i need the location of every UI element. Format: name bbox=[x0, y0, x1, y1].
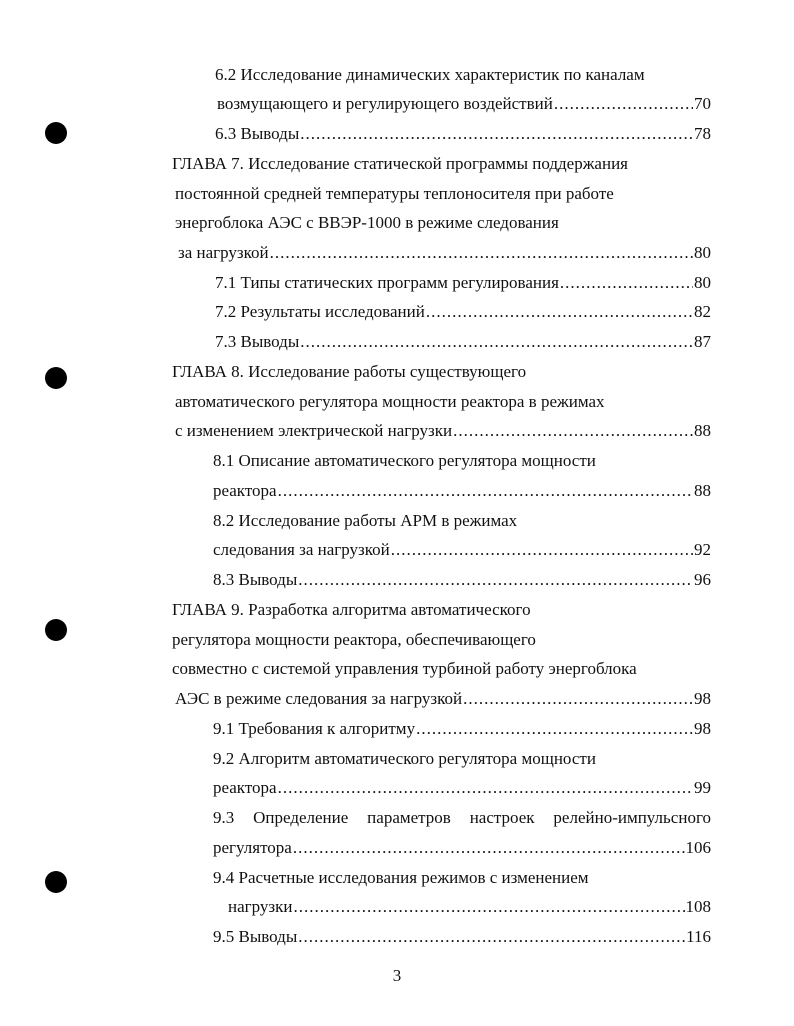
toc-page-number: 98 bbox=[694, 689, 711, 708]
toc-line bbox=[175, 387, 605, 417]
toc-chapter-title: ГЛАВА 7. Исследование статической программы поддержания bbox=[172, 154, 628, 173]
toc-entry-6-3 bbox=[215, 119, 711, 149]
toc-entry-title: 9.5 Выводы bbox=[213, 927, 298, 946]
toc-page-number: 78 bbox=[694, 124, 711, 143]
toc-page-number: 108 bbox=[685, 897, 711, 916]
toc-entry-title: 9.1 Требования к алгоритму bbox=[213, 719, 416, 738]
toc-page-number: 87 bbox=[694, 332, 711, 351]
toc-page-number: 92 bbox=[694, 540, 711, 559]
toc-entry-6-2 bbox=[217, 89, 711, 119]
dot-leader bbox=[270, 238, 693, 268]
toc-entry-9-2 bbox=[213, 773, 711, 803]
dot-leader bbox=[293, 892, 684, 922]
toc-entry-9-3 bbox=[213, 833, 711, 863]
toc-entry-7-2 bbox=[215, 297, 711, 327]
page-number: 3 bbox=[392, 966, 402, 985]
toc-line bbox=[213, 744, 596, 774]
toc-chapter-title: за нагрузкой bbox=[178, 243, 269, 262]
dot-leader bbox=[554, 89, 693, 119]
toc-entry-7-3 bbox=[215, 327, 711, 357]
toc-entry-title: 9.2 Алгоритм автоматического регулятора мощности bbox=[213, 749, 596, 768]
dot-leader bbox=[560, 268, 693, 298]
toc-line bbox=[172, 149, 628, 179]
toc-chapter-title: с изменением электрической нагрузки bbox=[175, 421, 453, 440]
toc-word: Определение bbox=[253, 808, 349, 827]
binder-hole-icon bbox=[45, 619, 67, 641]
toc-entry-title: нагрузки bbox=[228, 897, 293, 916]
dot-leader bbox=[300, 119, 693, 149]
toc-entry-chapter-9 bbox=[175, 684, 711, 714]
toc-chapter-title: регулятора мощности реактора, обеспечивающего bbox=[172, 630, 536, 649]
toc-entry-7-1 bbox=[215, 268, 711, 298]
toc-line bbox=[172, 625, 536, 655]
toc-page-number: 80 bbox=[694, 273, 711, 292]
toc-entry-title: 7.1 Типы статических программ регулирования bbox=[215, 273, 559, 292]
toc-entry-title: 8.3 Выводы bbox=[213, 570, 298, 589]
toc-entry-title: 8.2 Исследование работы АРМ в режимах bbox=[213, 511, 518, 530]
toc-chapter-title: энергоблока АЭС с ВВЭР-1000 в режиме следования bbox=[175, 213, 559, 232]
toc-entry-title: 9.4 Расчетные исследования режимов с изменением bbox=[213, 868, 589, 887]
dot-leader bbox=[416, 714, 693, 744]
toc-word: настроек bbox=[469, 808, 535, 827]
toc-entry-chapter-7 bbox=[178, 238, 711, 268]
toc-page-number: 98 bbox=[694, 719, 711, 738]
dot-leader bbox=[298, 922, 685, 952]
binder-hole-icon bbox=[45, 367, 67, 389]
dot-leader bbox=[391, 535, 693, 565]
toc-line bbox=[172, 654, 637, 684]
toc-word: параметров bbox=[367, 808, 451, 827]
toc-page-number: 106 bbox=[685, 838, 711, 857]
dot-leader bbox=[298, 565, 693, 595]
toc-page-number: 96 bbox=[694, 570, 711, 589]
toc-entry-title: 6.2 Исследование динамических характеристик по каналам bbox=[215, 65, 645, 84]
toc-chapter-title: ГЛАВА 9. Разработка алгоритма автоматического bbox=[172, 600, 531, 619]
toc-line bbox=[213, 506, 517, 536]
toc-line bbox=[213, 803, 711, 833]
toc-line bbox=[175, 179, 614, 209]
toc-word: 9.3 bbox=[213, 808, 235, 827]
toc-word: релейно-импульсного bbox=[553, 808, 711, 827]
dot-leader bbox=[300, 327, 693, 357]
toc-entry-9-5 bbox=[213, 922, 711, 952]
dot-leader bbox=[293, 833, 685, 863]
toc-page-number: 116 bbox=[686, 927, 711, 946]
toc-entry-title: 6.3 Выводы bbox=[215, 124, 300, 143]
toc-page-number: 82 bbox=[694, 302, 711, 321]
toc-chapter-title: постоянной средней температуры теплоносителя при работе bbox=[175, 184, 614, 203]
toc-line bbox=[175, 208, 559, 238]
toc-entry-title: 8.1 Описание автоматического регулятора мощности bbox=[213, 451, 596, 470]
toc-line bbox=[172, 357, 526, 387]
toc-line bbox=[213, 446, 596, 476]
toc-page-number: 88 bbox=[694, 481, 711, 500]
dot-leader bbox=[278, 773, 693, 803]
dot-leader bbox=[463, 684, 693, 714]
binder-hole-icon bbox=[45, 122, 67, 144]
toc-chapter-title: ГЛАВА 8. Исследование работы существующего bbox=[172, 362, 527, 381]
toc-entry-8-2 bbox=[213, 535, 711, 565]
toc-entry-title: 7.3 Выводы bbox=[215, 332, 300, 351]
toc-entry-title bbox=[213, 803, 711, 833]
toc-entry-8-3 bbox=[213, 565, 711, 595]
toc-chapter-title: совместно с системой управления турбиной работу энергоблока bbox=[172, 659, 637, 678]
toc-chapter-title: АЭС в режиме следования за нагрузкой bbox=[175, 689, 463, 708]
toc-page-number: 99 bbox=[694, 778, 711, 797]
toc-entry-title: реактора bbox=[213, 778, 277, 797]
binder-hole-icon bbox=[45, 871, 67, 893]
toc-entry-title: следования за нагрузкой bbox=[213, 540, 390, 559]
toc-entry-title: 7.2 Результаты исследований bbox=[215, 302, 425, 321]
toc-entry-chapter-8 bbox=[175, 416, 711, 446]
toc-line bbox=[215, 60, 645, 90]
toc-entry-title: возмущающего и регулирующего воздействий bbox=[217, 94, 553, 113]
toc-entry-title: регулятора bbox=[213, 838, 292, 857]
toc-page-number: 80 bbox=[694, 243, 711, 262]
toc-entry-9-1 bbox=[213, 714, 711, 744]
dot-leader bbox=[453, 416, 693, 446]
toc-line bbox=[172, 595, 531, 625]
toc-entry-9-4 bbox=[228, 892, 711, 922]
toc-entry-8-1 bbox=[213, 476, 711, 506]
dot-leader bbox=[426, 297, 693, 327]
toc-page-number: 70 bbox=[694, 94, 711, 113]
toc-entry-title: реактора bbox=[213, 481, 277, 500]
toc-line bbox=[213, 863, 589, 893]
toc-page-number: 88 bbox=[694, 421, 711, 440]
toc-chapter-title: автоматического регулятора мощности реактора в режимах bbox=[175, 392, 605, 411]
dot-leader bbox=[278, 476, 693, 506]
